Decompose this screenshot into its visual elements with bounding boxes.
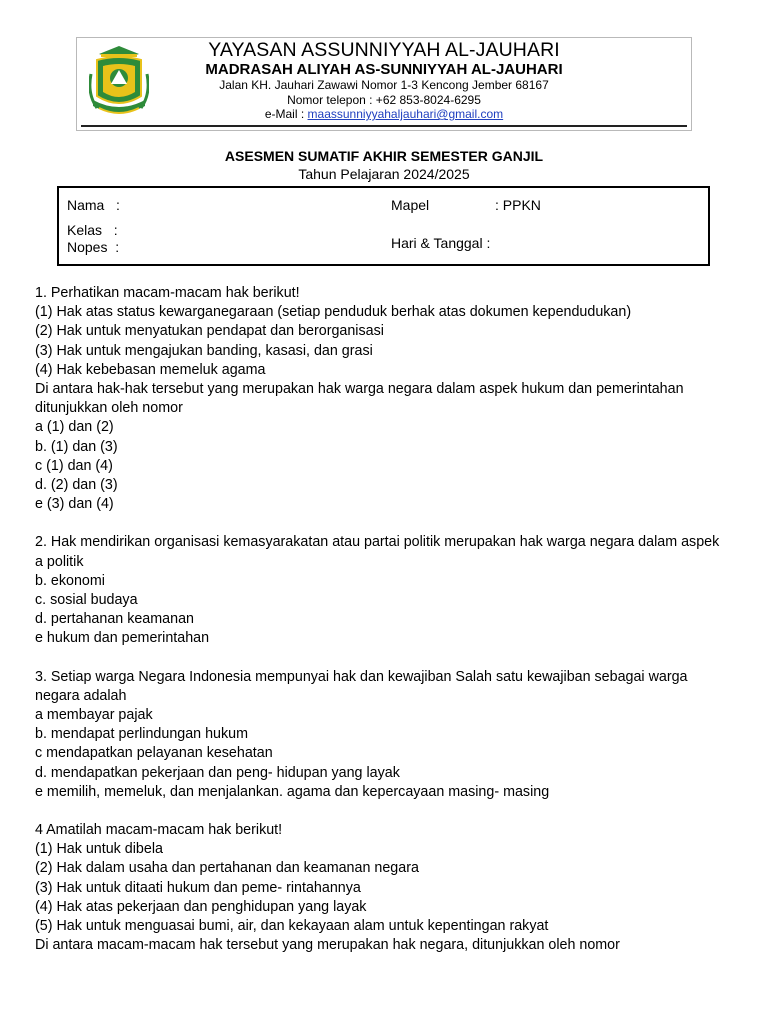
mapel-label: Mapel (391, 197, 430, 213)
question-1 (35, 284, 735, 514)
question-line: (1) Hak atas status kewarganegaraan (setiap penduduk berhak atas dokumen kependudukan) (35, 304, 632, 321)
answer-option: b. ekonomi (35, 572, 105, 589)
school-phone: Nomor telepon : +62 853-8024-6295 (287, 92, 481, 107)
question-3 (35, 668, 735, 802)
exam-title: ASESMEN SUMATIF AKHIR SEMESTER GANJIL (224, 148, 544, 164)
answer-option: a politik (35, 553, 84, 570)
answer-option: a membayar pajak (35, 707, 153, 724)
question-list (35, 284, 735, 975)
answer-option: e (3) dan (4) (35, 496, 114, 513)
question-line: (3) Hak untuk ditaati hukum dan peme- rintahannya (35, 879, 361, 896)
question-line: (5) Hak untuk menguasai bumi, air, dan kekayaan alam untuk kepentingan rakyat (35, 918, 549, 935)
student-identity-box (57, 186, 710, 266)
question-line: 2. Hak mendirikan organisasi kemasyarakatan atau partai politik merupakan hak warga negara dalam aspek (35, 534, 720, 551)
letterhead-rule (81, 125, 687, 127)
email-label: e-Mail : (264, 107, 308, 121)
answer-option: d. mendapatkan pekerjaan dan peng- hidupan yang layak (35, 764, 400, 781)
answer-option: e memilih, memeluk, dan menjalankan. agama dan kepercayaan masing- masing (35, 783, 550, 800)
question-line: (4) Hak kebebasan memeluk agama (35, 361, 266, 378)
foundation-name: YAYASAN ASSUNNIYYAH AL-JAUHARI (208, 39, 560, 61)
answer-option: c mendapatkan pelayanan kesehatan (35, 745, 273, 762)
answer-option: b. mendapat perlindungan hukum (35, 726, 249, 743)
answer-option: d. (2) dan (3) (35, 477, 118, 494)
question-line: (2) Hak untuk menyatukan pendapat dan berorganisasi (35, 323, 384, 340)
question-line: (2) Hak dalam usaha dan pertahanan dan keamanan negara (35, 860, 419, 877)
answer-option: c. sosial budaya (35, 592, 138, 609)
mapel-value: : PPKN (495, 197, 541, 213)
question-line: 1. Perhatikan macam-macam hak berikut! (35, 285, 300, 301)
question-line: Di antara macam-macam hak tersebut yang merupakan hak negara, ditunjukkan oleh nomor (35, 937, 620, 954)
answer-option: d. pertahanan keamanan (35, 611, 194, 628)
school-crest-icon (89, 44, 149, 128)
question-line: (3) Hak untuk mengajukan banding, kasasi, dan grasi (35, 342, 373, 359)
email-link[interactable]: maassunniyyahaljauhari@gmail.com (307, 107, 504, 121)
school-email-line (169, 107, 599, 122)
school-address: Jalan KH. Jauhari Zawawi Nomor 1-3 Kencong Jember 68167 (219, 78, 549, 92)
question-line: 4 Amatilah macam-macam hak berikut! (35, 822, 283, 839)
school-name: MADRASAH ALIYAH AS-SUNNIYYAH AL-JAUHARI (205, 61, 563, 78)
question-line: (4) Hak atas pekerjaan dan penghidupan yang layak (35, 898, 367, 915)
answer-option: e hukum dan pemerintahan (35, 630, 210, 647)
question-line: (1) Hak untuk dibela (35, 841, 163, 858)
answer-option: b. (1) dan (3) (35, 438, 118, 455)
question-line: 3. Setiap warga Negara Indonesia mempunyai hak dan kewajiban Salah satu kewajiban sebagai warga negara adalah (35, 668, 688, 704)
answer-option: a (1) dan (2) (35, 419, 114, 436)
question-2 (35, 533, 735, 648)
hari-tanggal-field[interactable]: Hari & Tanggal : (391, 235, 491, 251)
letterhead (76, 37, 692, 131)
question-4 (35, 821, 735, 955)
question-line: Di antara hak-hak tersebut yang merupakan hak warga negara dalam aspek hukum dan pemerintahan ditunjukkan oleh nomor (35, 381, 684, 417)
nama-field[interactable]: Nama : (67, 197, 120, 213)
kelas-field[interactable]: Kelas : (67, 222, 118, 238)
answer-option: c (1) dan (4) (35, 457, 113, 474)
exam-year: Tahun Pelajaran 2024/2025 (298, 166, 470, 182)
nopes-field[interactable]: Nopes : (67, 239, 120, 255)
